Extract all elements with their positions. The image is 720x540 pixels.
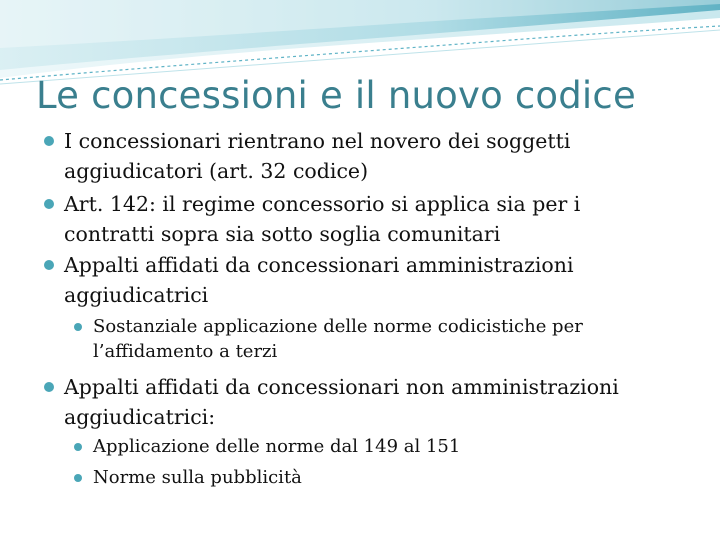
- bullet-item: [44, 372, 694, 432]
- bullet-line: Sostanziale applicazione delle norme codicistiche per: [93, 316, 583, 337]
- sub-bullet-item: [74, 434, 713, 459]
- bullet-icon: [44, 382, 54, 392]
- bullet-line: Art. 142: il regime concessorio si applica sia per i: [64, 192, 581, 216]
- bullet-icon: [44, 136, 54, 146]
- bullet-line: contratti sopra sia sotto soglia comunitari: [64, 222, 501, 246]
- sub-bullet-item: [74, 314, 713, 364]
- bullet-line: I concessionari rientrano nel novero dei soggetti: [64, 129, 571, 153]
- sub-bullet-icon: [74, 474, 82, 482]
- bullet-icon: [44, 199, 54, 209]
- bullet-line: Appalti affidati da concessionari amministrazioni: [64, 253, 574, 277]
- bullet-line: Appalti affidati da concessionari non amministrazioni: [64, 375, 619, 399]
- bullet-line: aggiudicatrici: [64, 283, 209, 307]
- bullet-item: [44, 250, 694, 310]
- sub-bullet-item: [74, 465, 713, 490]
- bullet-line: l’affidamento a terzi: [93, 341, 278, 362]
- bullet-item: [44, 189, 694, 249]
- bullet-line: aggiudicatrici:: [64, 405, 216, 429]
- slide-title: Le concessioni e il nuovo codice: [36, 74, 636, 117]
- bullet-line: Norme sulla pubblicità: [93, 467, 302, 488]
- bullet-line: Applicazione delle norme dal 149 al 151: [93, 436, 461, 457]
- sub-bullet-icon: [74, 443, 82, 451]
- sub-bullet-icon: [74, 323, 82, 331]
- bullet-item: [44, 126, 694, 186]
- bullet-icon: [44, 260, 54, 270]
- bullet-line: aggiudicatori (art. 32 codice): [64, 159, 369, 183]
